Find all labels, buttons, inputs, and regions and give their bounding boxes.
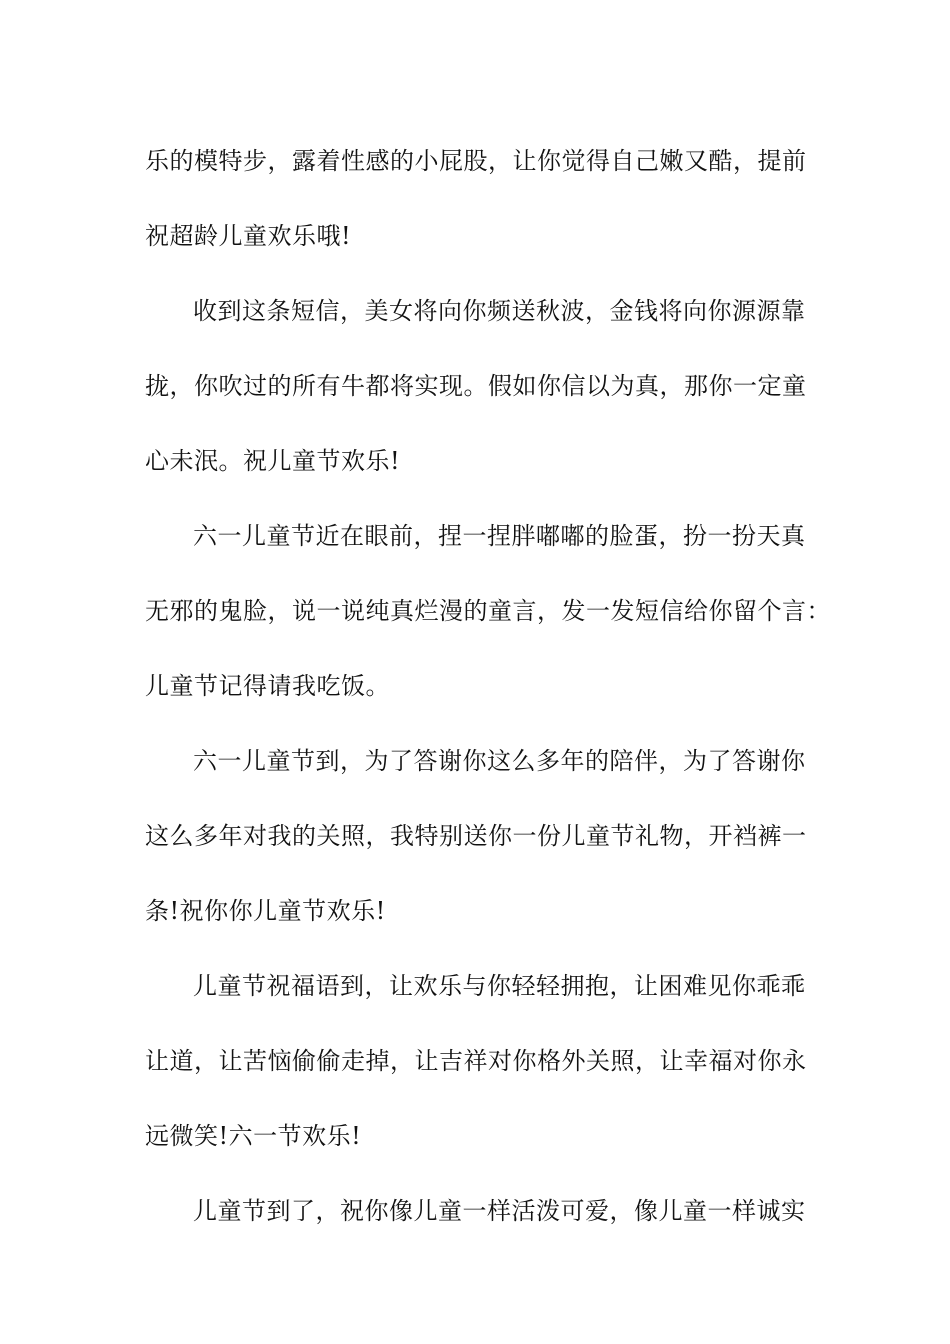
text-line: 这么多年对我的关照，我特别送你一份儿童节礼物，开裆裤一 <box>145 822 807 850</box>
text-line: 拢，你吹过的所有牛都将实现。假如你信以为真，那你一定童 <box>145 372 807 400</box>
paragraph-start-line: 儿童节祝福语到，让欢乐与你轻轻拥抱，让困难见你乖乖 <box>193 972 806 1000</box>
paragraph-start-line: 六一儿童节到，为了答谢你这么多年的陪伴，为了答谢你 <box>193 747 806 775</box>
paragraph-start-line: 收到这条短信，美女将向你频送秋波，金钱将向你源源靠 <box>193 297 806 325</box>
text-line: 让道，让苦恼偷偷走掉，让吉祥对你格外关照，让幸福对你永 <box>145 1047 807 1075</box>
text-line: 心未泯。祝儿童节欢乐! <box>145 447 401 475</box>
text-line: 条!祝你你儿童节欢乐! <box>145 897 386 925</box>
text-line: 无邪的鬼脸，说一说纯真烂漫的童言，发一发短信给你留个言： <box>145 597 831 625</box>
text-line: 祝超龄儿童欢乐哦! <box>145 222 352 250</box>
paragraph-start-line: 六一儿童节近在眼前，捏一捏胖嘟嘟的脸蛋，扮一扮天真 <box>193 522 806 550</box>
paragraph-start-line: 儿童节到了，祝你像儿童一样活泼可爱，像儿童一样诚实 <box>193 1197 806 1225</box>
document-body <box>145 124 831 1249</box>
text-line: 远微笑!六一节欢乐! <box>145 1122 362 1150</box>
text-line: 儿童节记得请我吃饭。 <box>145 672 390 700</box>
text-line: 乐的模特步，露着性感的小屁股，让你觉得自己嫩又酷，提前 <box>145 147 807 175</box>
